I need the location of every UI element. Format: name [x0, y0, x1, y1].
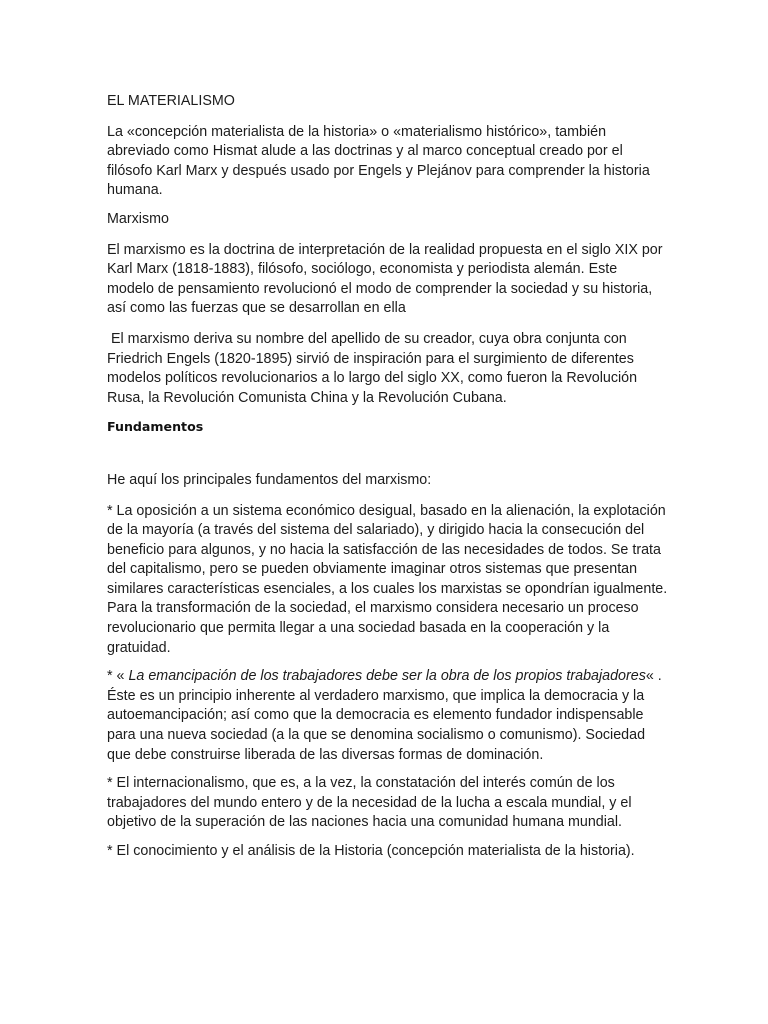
fundamento-point-1 — [107, 502, 668, 659]
fundamento-point-3: * El internacionalismo, que es, a la vez, la constatación del interés común de los trabajadores del mundo entero y de la necesidad de la lucha a escala mundial, y el objetivo de la superación de las naciones hacia una comunidad humana mundial. — [107, 775, 632, 831]
fundamento-point-4: * El conocimiento y el análisis de la Historia (concepción materialista de la historia). — [107, 843, 635, 859]
fundamento-point-1-text: * La oposición a un sistema económico desigual, basado en la alienación, la explotación de la mayoría (a través del sistema del salariado), y dirigido hacia la consecución del beneficio para algunos, y no hacia la satisfacción de las necesidades de todos. Se trata del capitalismo, pero se pueden obviamente imaginar otros sistemas que presentan similares características esenciales, a los cuales los marxistas se opondrían igualmente. — [107, 502, 668, 597]
section-heading-marxismo: Marxismo — [107, 210, 169, 227]
marxismo-paragraph-2: El marxismo deriva su nombre del apellido de su creador, cuya obra conjunta con Friedrich Engels (1820-1895) sirvió de inspiración para el surgimiento de diferentes modelos políticos revolucionarios a lo largo del siglo XX, como fueron la Revolución Rusa, la Revolución Comunista China y la Revolución Cubana. — [107, 330, 642, 406]
point-2-prefix: * « — [107, 668, 129, 685]
section-heading-fundamentos: Fundamentos — [107, 419, 204, 435]
point-2-rest: « . Éste es un principio inherente al verdadero marxismo, que implica la democracia y la autoemancipación; así como que la democracia es elemento fundador indispensable para una nueva sociedad (a la que se denomina socialismo o comunismo). Sociedad que debe construirse liberada de las diversas formas de dominación. — [107, 668, 662, 763]
intro-paragraph: La «concepción materialista de la historia» o «materialismo histórico», también abreviado como Hismat alude a las doctrinas y al marco conceptual creado por el filósofo Karl Marx y después usado por Engels y Plejánov para comprender la historia humana. — [107, 123, 650, 199]
fundamento-point-2 — [107, 667, 668, 765]
document-title: EL MATERIALISMO — [107, 93, 235, 109]
marxismo-paragraph-1: El marxismo es la doctrina de interpretación de la realidad propuesta en el siglo XIX por Karl Marx (1818-1883), filósofo, sociólogo, economista y periodista alemán. Este modelo de pensamiento revolucionó el modo de comprender la sociedad y su historia, así como las fuerzas que se desarrollan en ella — [107, 241, 663, 317]
fundamentos-intro: He aquí los principales fundamentos del marxismo: — [107, 471, 432, 488]
point-2-quote: La emancipación de los trabajadores debe ser la obra de los propios trabajadores — [128, 668, 646, 685]
fundamento-point-1-continuation: Para la transformación de la sociedad, el marxismo considera necesario un proceso revolucionario que permita llegar a una sociedad basada en la cooperación y la gratuidad. — [107, 600, 639, 656]
